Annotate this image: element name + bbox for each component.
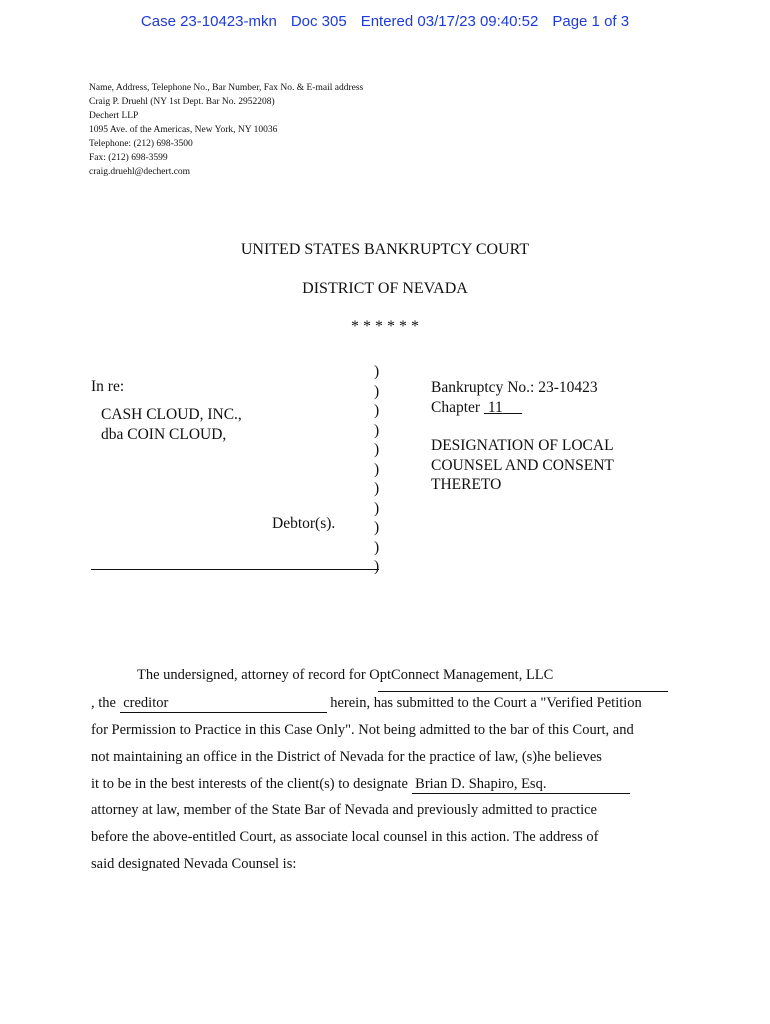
- court-stars-divider: * * * * * *: [351, 318, 419, 335]
- body-line-5-pre: it to be in the best interests of the client(s) to designate: [91, 776, 408, 792]
- document-title-line2: COUNSEL AND CONSENT: [431, 457, 614, 474]
- caption-underline: [91, 569, 379, 570]
- attorney-telephone: Telephone: (212) 698-3500: [89, 139, 193, 149]
- client-name-rule: [378, 691, 668, 692]
- caption-parenthesis-column: [374, 362, 379, 577]
- paren: ): [374, 363, 380, 380]
- paren: ): [374, 402, 380, 419]
- paren: ): [374, 480, 380, 497]
- caption-debtor-dba: dba COIN CLOUD,: [101, 426, 227, 443]
- stamp-doc-number: Doc 305: [290, 13, 347, 30]
- body-line-1: The undersigned, attorney of record for OptConnect Management, LLC: [137, 667, 554, 683]
- body-line-6: attorney at law, member of the State Bar of Nevada and previously admitted to practice: [91, 802, 597, 818]
- body-line-8: said designated Nevada Counsel is:: [91, 856, 297, 872]
- body-line-2-post: herein, has submitted to the Court a "Verified Petition: [330, 695, 642, 711]
- body-line-4: not maintaining an office in the District of Nevada for the practice of law, (s)he believes: [91, 749, 602, 765]
- caption-bankruptcy-number: Bankruptcy No.: 23-10423: [431, 379, 598, 396]
- local-counsel-name-value: Brian D. Shapiro, Esq.: [415, 776, 547, 792]
- party-type-field: [120, 695, 327, 713]
- paren: ): [374, 421, 380, 439]
- paren: ): [374, 441, 380, 458]
- attorney-block-header: Name, Address, Telephone No., Bar Number, Fax No. & E-mail address: [89, 83, 364, 93]
- stamp-case-number: Case 23-10423-mkn: [140, 13, 277, 30]
- stamp-entered-date: Entered 03/17/23 09:40:52: [360, 13, 539, 30]
- body-line-5: [91, 776, 630, 794]
- paren: ): [374, 382, 380, 400]
- caption-debtors-label: Debtor(s).: [272, 515, 336, 532]
- attorney-firm: Dechert LLP: [89, 111, 139, 121]
- attorney-fax: Fax: (212) 698-3599: [89, 153, 168, 163]
- body-line-2: [91, 695, 642, 713]
- attorney-email: craig.druehl@dechert.com: [89, 167, 191, 177]
- stamp-page-number: Page 1 of 3: [552, 13, 630, 30]
- caption-in-re: In re:: [91, 378, 125, 395]
- caption-chapter: [431, 398, 522, 418]
- paren: ): [374, 499, 380, 517]
- attorney-name: Craig P. Druehl (NY 1st Dept. Bar No. 2952208): [89, 97, 275, 107]
- paren: ): [374, 460, 380, 478]
- court-name: UNITED STATES BANKRUPTCY COURT: [240, 241, 530, 258]
- body-line-3: for Permission to Practice in this Case Only". Not being admitted to the bar of this Court, and: [91, 722, 634, 738]
- caption-debtor-name: CASH CLOUD, INC.,: [101, 406, 242, 423]
- document-title-line1: DESIGNATION OF LOCAL: [431, 437, 614, 454]
- attorney-info-block: [89, 81, 363, 179]
- party-type-value: creditor: [123, 695, 169, 711]
- court-filing-stamp: [0, 13, 770, 30]
- chapter-value: [484, 399, 522, 416]
- local-counsel-name-field: [412, 776, 630, 794]
- document-title-line3: THERETO: [431, 476, 502, 493]
- paren: ): [374, 538, 380, 556]
- chapter-number: 11: [487, 399, 503, 416]
- chapter-label: Chapter: [431, 399, 481, 416]
- attorney-address: 1095 Ave. of the Americas, New York, NY 10036: [89, 125, 278, 135]
- paren: ): [374, 519, 380, 536]
- body-line-7: before the above-entitled Court, as associate local counsel in this action. The address of: [91, 829, 599, 845]
- body-line-2-pre: , the: [91, 695, 116, 711]
- court-district: DISTRICT OF NEVADA: [302, 280, 468, 297]
- paren: ): [374, 558, 380, 575]
